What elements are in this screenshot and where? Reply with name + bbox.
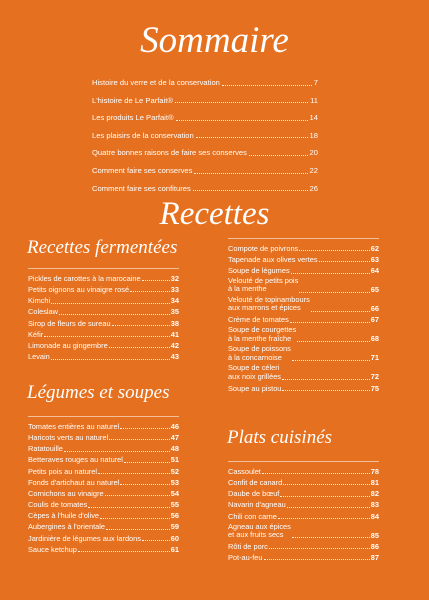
dot-leader xyxy=(105,495,170,496)
dot-leader xyxy=(64,451,170,452)
recipe-entry xyxy=(228,294,379,313)
page-number: 82 xyxy=(370,489,379,499)
recipe-name: Levain xyxy=(28,352,50,362)
section-title-legumes-et-soupes: Légumes et soupes xyxy=(27,382,170,403)
recipe-name: Agneau aux épices et aux fruits secs xyxy=(228,521,291,539)
recipe-entry xyxy=(28,486,179,497)
dot-leader xyxy=(287,507,370,508)
page-number: 46 xyxy=(170,421,179,431)
recipe-name: Chili con carne xyxy=(228,511,277,521)
toc-entry-label: Quatre bonnes raisons de faire ses conserves xyxy=(92,148,247,158)
recipe-name: Soupe au pistou xyxy=(228,383,282,393)
dot-leader xyxy=(112,325,170,326)
dot-leader xyxy=(176,120,308,121)
dot-leader xyxy=(282,390,369,391)
section-rule xyxy=(228,232,379,239)
toc-entry xyxy=(92,69,318,87)
recipe-entry xyxy=(28,542,179,553)
page-number: 43 xyxy=(170,352,179,362)
toc-entry-label: L'histoire de Le Parfait® xyxy=(92,95,173,105)
recipe-entry xyxy=(28,327,179,338)
dot-leader xyxy=(280,496,369,497)
recipe-entry xyxy=(228,252,379,263)
page-number: 86 xyxy=(370,541,379,551)
recipe-entry xyxy=(228,539,379,550)
page-number: 14 xyxy=(309,113,318,123)
dot-leader xyxy=(193,190,308,191)
dot-leader xyxy=(297,341,370,342)
page-number: 67 xyxy=(370,315,379,325)
recipe-name: Petits pois au naturel xyxy=(28,466,98,476)
toc-entry-label: Les produits Le Parfait® xyxy=(92,113,174,123)
recipe-entry xyxy=(28,349,179,360)
dot-leader xyxy=(44,336,170,337)
page-number: 33 xyxy=(170,284,179,294)
recipe-entry xyxy=(228,475,379,486)
dot-leader xyxy=(194,173,307,174)
recipe-name: Aubergines à l'orientale xyxy=(28,522,106,532)
recipe-name: Rôti de porc xyxy=(228,541,268,551)
page-number: 18 xyxy=(309,130,318,140)
recipe-name: Crème de tomates xyxy=(228,315,289,325)
dot-leader xyxy=(278,518,370,519)
section-rule xyxy=(28,410,179,417)
page-number: 87 xyxy=(370,552,379,562)
recipe-entry xyxy=(28,453,179,464)
page-number: 53 xyxy=(170,477,179,487)
recipe-entry xyxy=(228,550,379,561)
recipe-entry xyxy=(228,362,379,381)
dot-leader xyxy=(299,292,370,293)
page-number: 48 xyxy=(170,444,179,454)
toc-entry xyxy=(92,104,318,122)
recipe-entry xyxy=(228,263,379,274)
dot-leader xyxy=(109,439,170,440)
page-number: 71 xyxy=(370,353,379,363)
dot-leader xyxy=(124,462,170,463)
recettes-fermentees-list xyxy=(28,262,179,361)
recipe-entry xyxy=(28,430,179,441)
recipe-entry xyxy=(228,313,379,324)
page-number: 7 xyxy=(313,78,318,87)
recipe-entry xyxy=(228,520,379,539)
page-number: 56 xyxy=(170,511,179,521)
recipe-entry xyxy=(28,316,179,327)
section-rule xyxy=(228,455,379,462)
page-number: 22 xyxy=(309,165,318,175)
recipe-name: Sauce ketchup xyxy=(28,544,77,554)
toc-entry xyxy=(92,175,318,193)
dot-leader xyxy=(290,322,370,323)
recipe-name: Fonds d'artichaut au naturel xyxy=(28,477,120,487)
section-title-recettes-fermentees: Recettes fermentées xyxy=(27,237,178,258)
recipe-name: Cornichons au vinaigre xyxy=(28,488,104,498)
recipe-entry xyxy=(28,293,179,304)
recipe-entry xyxy=(28,475,179,486)
page-number: 41 xyxy=(170,329,179,339)
dot-leader xyxy=(120,428,170,429)
page-number: 54 xyxy=(170,488,179,498)
recipe-name: Limonade au gingembre xyxy=(28,340,108,350)
recipe-entry xyxy=(28,520,179,531)
dot-leader xyxy=(222,85,312,86)
page-number: 47 xyxy=(170,432,179,442)
recipe-name: Cassoulet xyxy=(228,466,261,476)
recipe-name: Jardinière de légumes aux lardons xyxy=(28,533,141,543)
recipe-entry xyxy=(228,498,379,509)
dot-leader xyxy=(130,291,170,292)
dot-leader xyxy=(292,537,370,538)
page-number: 75 xyxy=(370,383,379,393)
dot-leader xyxy=(98,473,170,474)
recipe-entry xyxy=(28,305,179,316)
toc-entry-label: Comment faire ses conserves xyxy=(92,165,193,175)
recipe-name: Confit de canard xyxy=(228,477,283,487)
page-number: 72 xyxy=(370,372,379,382)
dot-leader xyxy=(269,548,370,549)
dot-leader xyxy=(88,507,170,508)
page-number: 83 xyxy=(370,500,379,510)
recipe-name: Pickles de carottes à la marocaine xyxy=(28,273,141,283)
recipe-name: Haricots verts au naturel xyxy=(28,432,109,442)
recipe-name: Cèpes à l'huile d'olive xyxy=(28,511,100,521)
recettes-title: Recettes xyxy=(159,196,270,232)
recipe-name: Pot-au-feu xyxy=(228,552,263,562)
recipe-entry xyxy=(228,241,379,252)
dot-leader xyxy=(59,314,170,315)
legumes-et-soupes-list xyxy=(28,410,179,553)
recipe-name: Ratatouille xyxy=(28,444,63,454)
recipe-entry xyxy=(28,282,179,293)
page-number: 65 xyxy=(370,285,379,295)
recipe-name: Tomates entières au naturel xyxy=(28,421,120,431)
recipe-entry xyxy=(28,464,179,475)
recipe-name: Coleslaw xyxy=(28,307,58,317)
dot-leader xyxy=(51,359,170,360)
page-number: 78 xyxy=(370,466,379,476)
page-number: 64 xyxy=(370,266,379,276)
recipe-name: Sirop de fleurs de sureau xyxy=(28,318,111,328)
recipe-name: Coulis de tomates xyxy=(28,500,88,510)
recipe-entry xyxy=(28,531,179,542)
toc-entry-label: Histoire du verre et de la conservation xyxy=(92,78,220,87)
recipe-name: Kimchi xyxy=(28,296,51,306)
dot-leader xyxy=(142,280,170,281)
section-title-plats-cuisines: Plats cuisinés xyxy=(227,427,333,448)
page-number: 11 xyxy=(310,95,318,105)
recipe-name: Soupe de poissons à la concarnoise xyxy=(228,344,291,362)
plats-cuisines-list xyxy=(228,455,379,561)
dot-leader xyxy=(78,551,170,552)
dot-leader xyxy=(291,273,370,274)
dot-leader xyxy=(51,303,170,304)
recipe-entry xyxy=(228,464,379,475)
recipe-entry xyxy=(228,486,379,497)
page-number: 59 xyxy=(170,522,179,532)
page-number: 84 xyxy=(370,511,379,521)
recipe-entry xyxy=(228,324,379,343)
recipe-name: Betteraves rouges au naturel xyxy=(28,455,123,465)
dot-leader xyxy=(283,484,370,485)
dot-leader xyxy=(311,311,370,312)
recipe-entry xyxy=(28,271,179,282)
page-number: 66 xyxy=(370,304,379,314)
sommaire-list xyxy=(92,69,318,192)
page-number: 68 xyxy=(370,334,379,344)
dot-leader xyxy=(299,250,370,251)
recipe-name: Compote de poivrons xyxy=(228,243,299,253)
recipe-name: Velouté de petits pois à la menthe xyxy=(228,276,299,294)
recipe-entry xyxy=(28,338,179,349)
page-number: 34 xyxy=(170,296,179,306)
recipe-name: Soupe de courgettes à la menthe fraîche xyxy=(228,325,297,343)
dot-leader xyxy=(106,529,170,530)
recipe-entry xyxy=(28,441,179,452)
page-number: 35 xyxy=(170,307,179,317)
dot-leader xyxy=(319,261,370,262)
recipe-name: Navarin d'agneau xyxy=(228,500,286,510)
dot-leader xyxy=(175,102,308,103)
recipe-entry xyxy=(28,509,179,520)
dot-leader xyxy=(282,379,370,380)
section-rule xyxy=(28,262,179,269)
recipe-name: Kéfir xyxy=(28,329,44,339)
recipe-entry xyxy=(28,419,179,430)
recipe-entry xyxy=(228,343,379,362)
page-number: 26 xyxy=(309,183,318,193)
page-number: 60 xyxy=(170,533,179,543)
dot-leader xyxy=(262,473,370,474)
dot-leader xyxy=(292,360,370,361)
page-number: 61 xyxy=(170,544,179,554)
dot-leader xyxy=(264,559,370,560)
recipe-name: Velouté de topinambours aux marrons et épices xyxy=(228,295,310,313)
page-number: 20 xyxy=(309,148,318,158)
toc-entry xyxy=(92,122,318,140)
toc-entry xyxy=(92,139,318,157)
page-number: 38 xyxy=(170,318,179,328)
toc-entry xyxy=(92,157,318,175)
dot-leader xyxy=(249,155,308,156)
dot-leader xyxy=(142,540,170,541)
toc-entry-label: Comment faire ses confitures xyxy=(92,183,191,193)
page-number: 85 xyxy=(370,530,379,540)
page-number: 62 xyxy=(370,243,379,253)
page-number: 63 xyxy=(370,254,379,264)
recipe-entry xyxy=(28,497,179,508)
recipe-entry xyxy=(228,509,379,520)
toc-entry-label: Les plaisirs de la conservation xyxy=(92,130,194,140)
page-number: 52 xyxy=(170,466,179,476)
page-number: 55 xyxy=(170,500,179,510)
legumes-et-soupes-suite-list xyxy=(228,232,379,392)
dot-leader xyxy=(120,484,169,485)
recipe-name: Soupe de légumes xyxy=(228,266,290,276)
recipe-name: Daube de bœuf xyxy=(228,489,280,499)
dot-leader xyxy=(100,518,170,519)
dot-leader xyxy=(109,347,170,348)
toc-entry xyxy=(92,87,318,105)
recipe-name: Soupe de céleri aux noix grillées xyxy=(228,363,281,381)
sommaire-title: Sommaire xyxy=(140,20,289,61)
recipe-name: Petits oignons au vinaigre rosé xyxy=(28,284,130,294)
recipe-entry xyxy=(228,275,379,294)
dot-leader xyxy=(196,137,308,138)
page-number: 32 xyxy=(170,273,179,283)
recipe-entry xyxy=(228,381,379,392)
page-number: 42 xyxy=(170,340,179,350)
page-number: 51 xyxy=(170,455,179,465)
page-number: 81 xyxy=(370,477,379,487)
recipe-name: Tapenade aux olives vertes xyxy=(228,254,318,264)
